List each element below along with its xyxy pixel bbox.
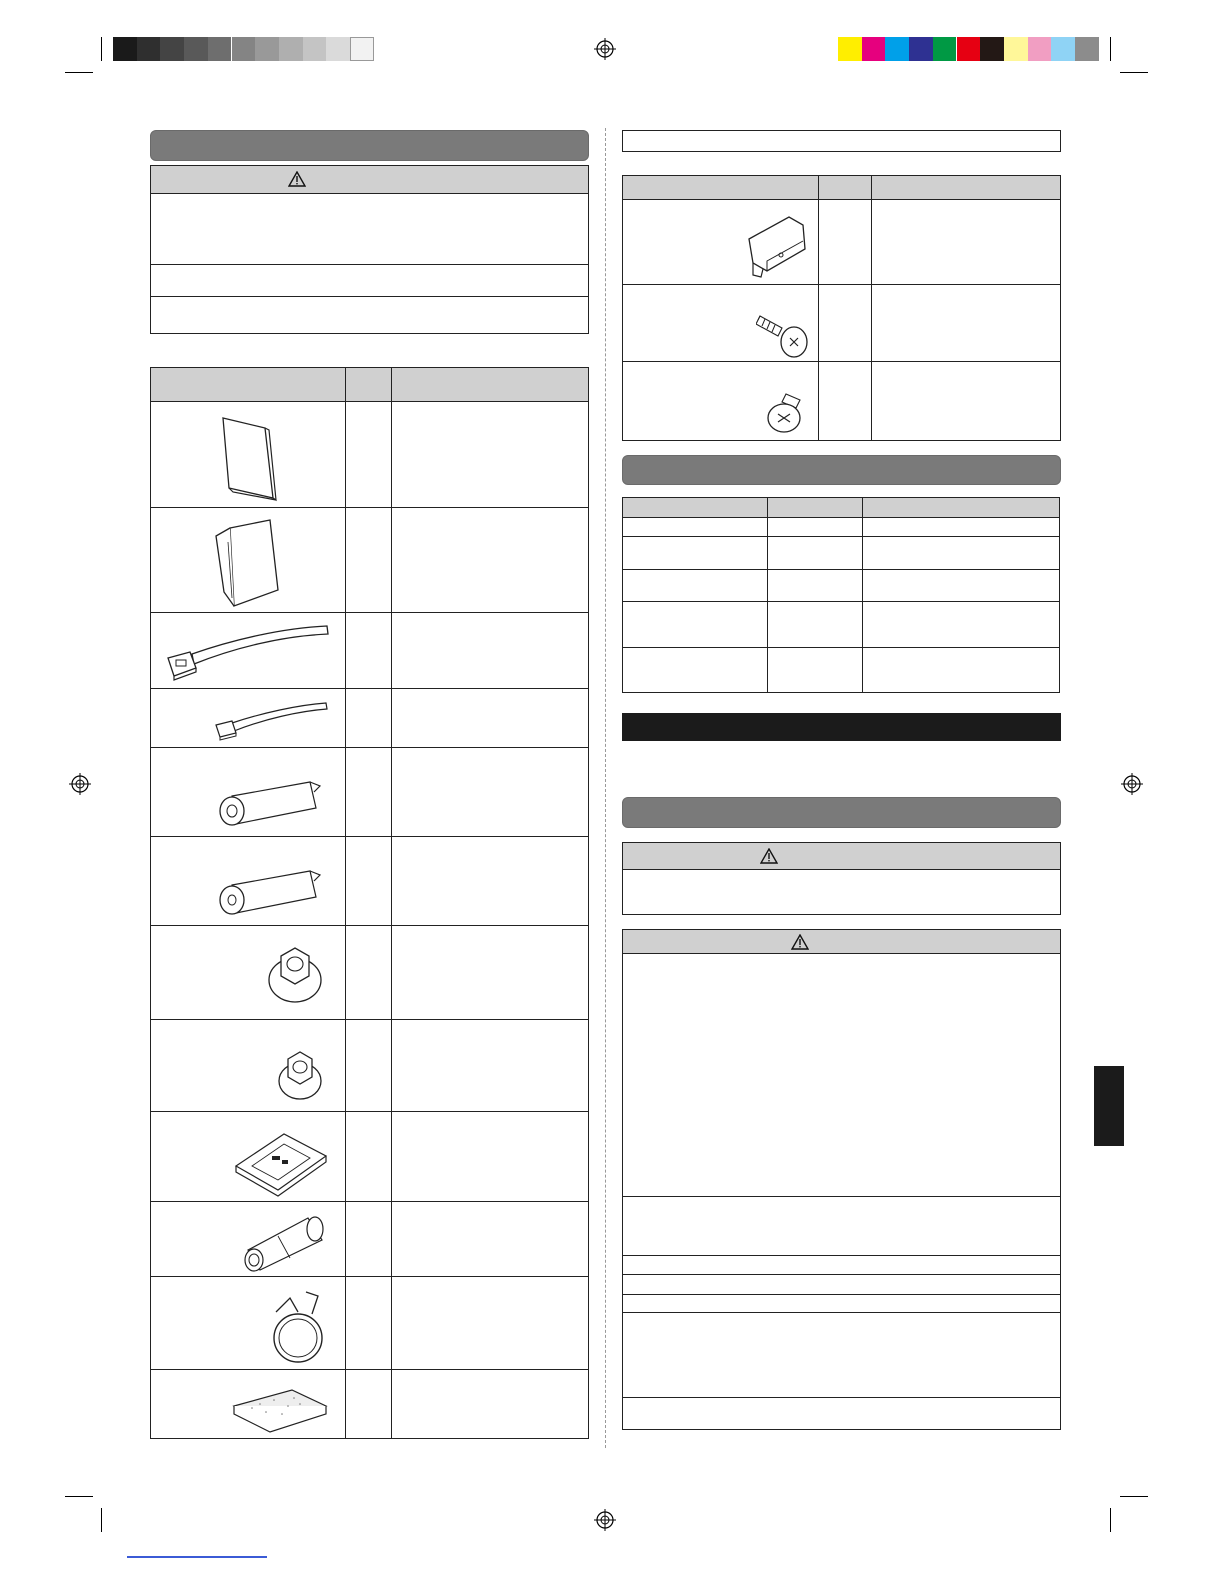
long-cable-tie-icon xyxy=(162,622,332,682)
grayscale-swatch xyxy=(303,37,327,61)
small-flare-nut-icon xyxy=(275,1047,325,1103)
accessories-table-continued xyxy=(622,175,1061,441)
drain-hose-icon xyxy=(238,1212,330,1272)
registration-mark-icon xyxy=(69,773,91,795)
grayscale-swatch xyxy=(137,37,161,61)
short-cable-tie-icon xyxy=(214,697,334,741)
color-swatch xyxy=(980,37,1004,61)
section-header-bar xyxy=(622,455,1061,485)
crop-mark xyxy=(65,1496,93,1497)
color-swatch xyxy=(1004,37,1028,61)
color-swatch xyxy=(862,37,886,61)
insulation-pad-icon xyxy=(230,1384,330,1436)
caution-box-header xyxy=(623,930,1060,953)
section-header-bar xyxy=(622,797,1061,828)
warning-triangle-icon xyxy=(760,848,778,864)
grayscale-swatch xyxy=(160,37,184,61)
table-header xyxy=(623,176,1060,199)
spec-table xyxy=(622,497,1060,693)
grayscale-swatch xyxy=(208,37,232,61)
clip-bracket-icon xyxy=(745,213,809,279)
link-underline xyxy=(127,1556,267,1558)
registration-mark-icon xyxy=(1121,773,1143,795)
crop-mark xyxy=(101,1508,102,1532)
warning-box-header xyxy=(623,843,1060,869)
warning-box xyxy=(150,165,589,334)
caution-box xyxy=(622,929,1061,1430)
large-flare-nut-icon xyxy=(265,942,325,1006)
crop-mark xyxy=(65,72,93,73)
color-swatch xyxy=(1075,37,1099,61)
crop-mark xyxy=(101,37,102,61)
tapping-screw-icon xyxy=(756,306,812,360)
color-swatch xyxy=(838,37,862,61)
section-title-bar xyxy=(622,713,1061,741)
cover-plate-icon xyxy=(230,1126,330,1198)
warning-box-header xyxy=(151,166,588,193)
warning-triangle-icon xyxy=(288,171,306,187)
grayscale-swatch xyxy=(326,37,350,61)
color-swatch xyxy=(1051,37,1075,61)
registration-mark-icon xyxy=(594,38,616,60)
note-box xyxy=(622,130,1061,152)
grayscale-swatch xyxy=(350,37,374,61)
hose-clamp-icon xyxy=(268,1288,330,1368)
grayscale-swatch xyxy=(279,37,303,61)
color-swatch xyxy=(1028,37,1052,61)
operating-manual-booklet-icon xyxy=(215,412,285,504)
installation-manual-booklet-icon xyxy=(210,518,290,610)
crop-mark xyxy=(1110,37,1111,61)
short-screw-icon xyxy=(762,390,812,436)
language-side-tab xyxy=(1094,1066,1124,1146)
grayscale-swatch xyxy=(255,37,279,61)
crop-mark xyxy=(1120,72,1148,73)
registration-mark-icon xyxy=(594,1509,616,1531)
table-header xyxy=(623,498,1059,517)
column-divider xyxy=(605,128,606,1448)
grayscale-swatch xyxy=(232,37,256,61)
warning-box xyxy=(622,842,1061,915)
table-header xyxy=(151,368,588,401)
color-swatch xyxy=(885,37,909,61)
crop-mark xyxy=(1120,1496,1148,1497)
grayscale-swatch xyxy=(113,37,137,61)
large-insulation-pipe-icon xyxy=(214,778,324,830)
section-header-bar xyxy=(150,130,589,161)
small-insulation-pipe-icon xyxy=(214,867,324,919)
color-swatch xyxy=(933,37,957,61)
crop-mark xyxy=(1110,1508,1111,1532)
color-swatch xyxy=(909,37,933,61)
color-swatch xyxy=(957,37,981,61)
warning-triangle-icon xyxy=(791,934,809,950)
grayscale-swatch xyxy=(184,37,208,61)
